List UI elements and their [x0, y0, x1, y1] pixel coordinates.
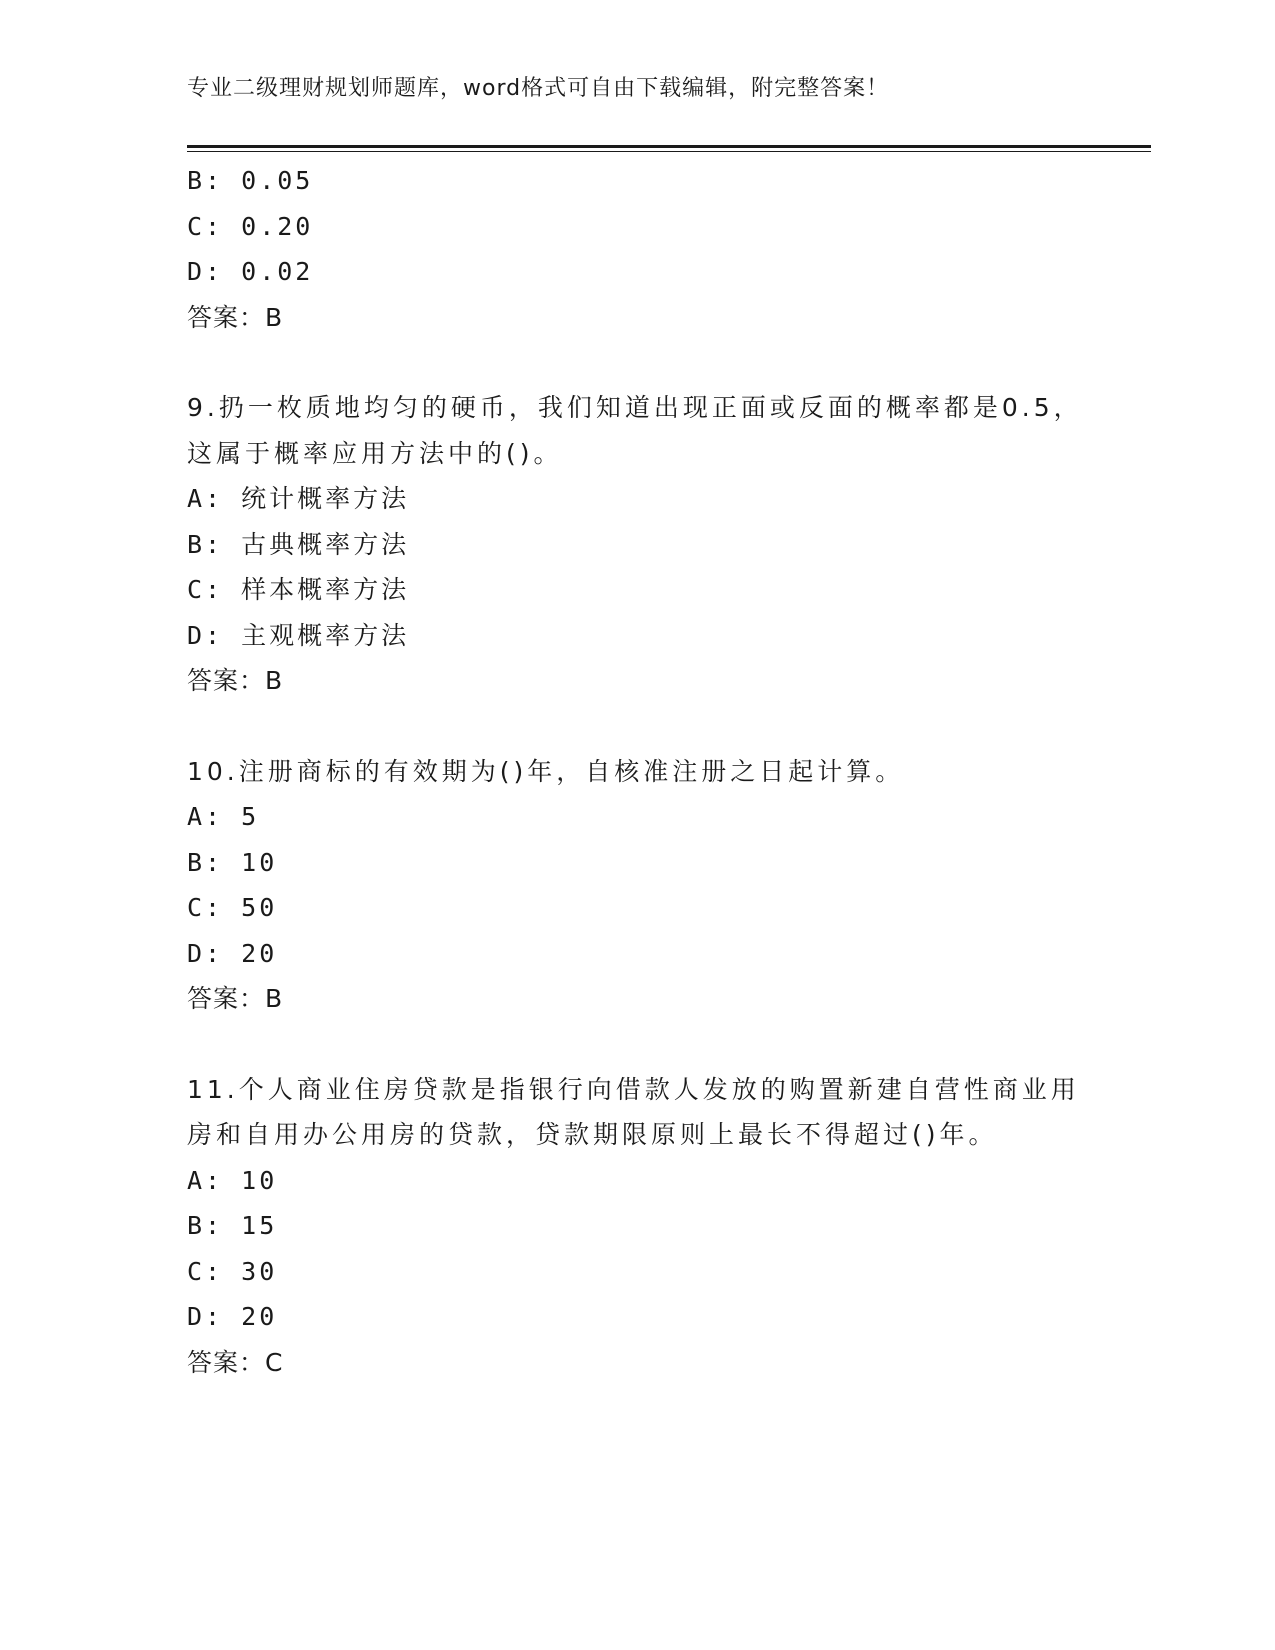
question-block-9: [187, 385, 1087, 704]
question-text: 11.个人商业住房贷款是指银行向借款人发放的购置新建自营性商业用: [187, 1074, 1080, 1104]
option-line: D: 20: [187, 1302, 278, 1331]
option-line: A: 5: [187, 802, 260, 831]
option-line: D: 主观概率方法: [187, 620, 410, 650]
option-line: C: 样本概率方法: [187, 575, 410, 604]
option-line: C: 0.20: [187, 211, 314, 241]
option-line: B: 10: [187, 847, 278, 877]
page-header: 专业二级理财规划师题库，word格式可自由下载编辑，附完整答案！: [187, 76, 890, 101]
answer-line: 答案：B: [187, 666, 284, 695]
question-block-11: [187, 1067, 1087, 1386]
option-line: B: 0.05: [187, 166, 314, 195]
option-line: A: 10: [187, 1165, 278, 1195]
question-text: 10.注册商标的有效期为()年，自核准注册之日起计算。: [187, 756, 905, 786]
question-text: 这属于概率应用方法中的()。: [187, 438, 563, 468]
option-line: D: 20: [187, 938, 278, 968]
question-text: 9.扔一枚质地均匀的硬币，我们知道出现正面或反面的概率都是0.5，: [187, 393, 1083, 422]
question-list: [187, 158, 1087, 1385]
option-line: C: 30: [187, 1256, 278, 1286]
question-text: 房和自用办公用房的贷款，贷款期限原则上最长不得超过()年。: [187, 1120, 998, 1149]
option-line: B: 古典概率方法: [187, 529, 410, 559]
question-block-prev: [187, 158, 1087, 340]
header-divider-thick: [187, 145, 1151, 148]
option-line: C: 50: [187, 893, 278, 922]
answer-line: 答案：B: [187, 984, 284, 1013]
question-block-10: [187, 749, 1087, 1022]
header-divider-thin: [187, 151, 1151, 152]
option-line: D: 0.02: [187, 257, 314, 286]
option-line: A: 统计概率方法: [187, 484, 410, 513]
option-line: B: 15: [187, 1211, 278, 1240]
answer-line: 答案：C: [187, 1347, 284, 1377]
answer-line: 答案：B: [187, 302, 284, 332]
